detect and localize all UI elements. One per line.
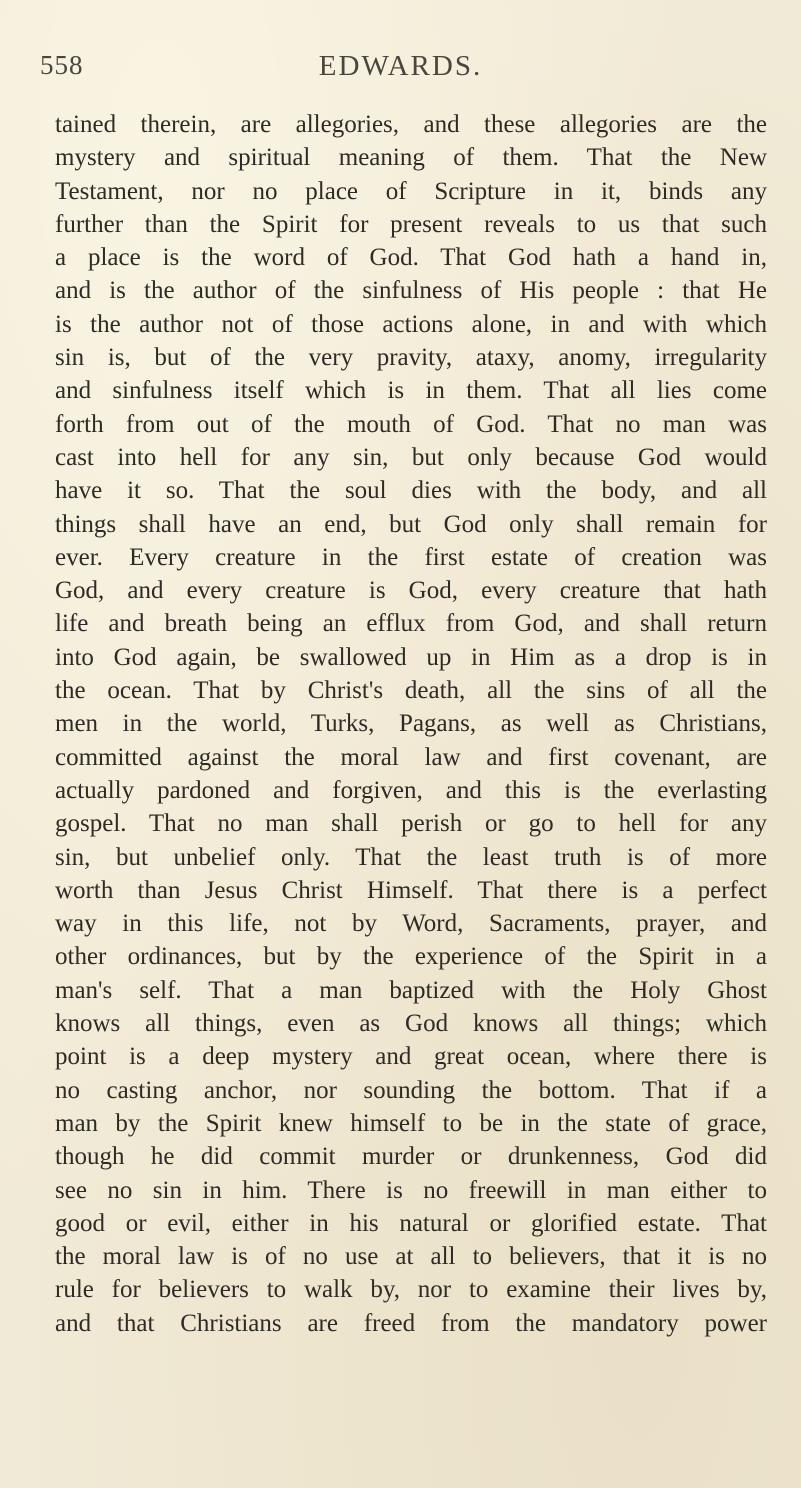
text-line: mystery and spiritual meaning of them. That the New xyxy=(55,144,767,172)
text-line: way in this life, not by Word, Sacraments, prayer, and xyxy=(55,910,767,938)
text-line: man by the Spirit knew himself to be in the state of grace, xyxy=(55,1109,767,1137)
text-line: the moral law is of no use at all to believers, that it is no xyxy=(55,1243,767,1271)
text-line: is the author not of those actions alone, in and with which xyxy=(55,310,767,338)
page-number: 558 xyxy=(40,50,84,80)
text-line: the ocean. That by Christ's death, all the sins of all the xyxy=(55,677,767,705)
text-line: and sinfulness itself which is in them. That all lies come xyxy=(55,377,767,405)
text-line: Testament, nor no place of Scripture in it, binds any xyxy=(55,177,767,205)
text-line: have it so. That the soul dies with the body, and all xyxy=(55,477,767,505)
text-line: into God again, be swallowed up in Him as a drop is in xyxy=(55,643,767,671)
text-line: men in the world, Turks, Pagans, as well as Christians, xyxy=(55,710,767,738)
text-line: sin, but unbelief only. That the least truth is of more xyxy=(55,843,767,871)
body-paragraph xyxy=(55,108,767,1340)
text-line: no casting anchor, nor sounding the bottom. That if a xyxy=(55,1076,767,1104)
text-line: worth than Jesus Christ Himself. That there is a perfect xyxy=(55,876,767,904)
text-line: and is the author of the sinfulness of His people : that He xyxy=(55,277,767,305)
text-line: rule for believers to walk by, nor to examine their lives by, xyxy=(55,1276,767,1304)
text-line: though he did commit murder or drunkenness, God did xyxy=(55,1143,767,1171)
running-head: EDWARDS. xyxy=(318,50,483,82)
text-line: good or evil, either in his natural or glorified estate. That xyxy=(55,1209,767,1237)
text-line: ever. Every creature in the first estate of creation was xyxy=(55,543,767,571)
text-line: further than the Spirit for present reveals to us that such xyxy=(55,210,767,238)
text-line: see no sin in him. There is no freewill in man either to xyxy=(55,1176,767,1204)
text-line: gospel. That no man shall perish or go to hell for any xyxy=(55,810,767,838)
text-line: actually pardoned and forgiven, and this is the everlasting xyxy=(55,776,767,804)
text-line: other ordinances, but by the experience of the Spirit in a xyxy=(55,943,767,971)
text-line: committed against the moral law and first covenant, are xyxy=(55,743,767,771)
text-line: a place is the word of God. That God hath a hand in, xyxy=(55,244,767,272)
text-line: cast into hell for any sin, but only because God would xyxy=(55,443,767,471)
text-line: things shall have an end, but God only shall remain for xyxy=(55,510,767,538)
text-line: and that Christians are freed from the mandatory power xyxy=(55,1309,767,1337)
text-line: tained therein, are allegories, and these allegories are the xyxy=(55,111,767,138)
text-line: life and breath being an efflux from God, and shall return xyxy=(55,610,767,638)
text-line: man's self. That a man baptized with the Holy Ghost xyxy=(55,976,767,1004)
text-line: knows all things, even as God knows all things; which xyxy=(55,1010,767,1038)
text-line: forth from out of the mouth of God. That no man was xyxy=(55,410,767,438)
text-line: God, and every creature is God, every creature that hath xyxy=(55,577,767,605)
page-header xyxy=(40,50,761,90)
text-line: sin is, but of the very pravity, ataxy, anomy, irregularity xyxy=(55,344,767,372)
text-line: point is a deep mystery and great ocean, where there is xyxy=(55,1043,767,1071)
